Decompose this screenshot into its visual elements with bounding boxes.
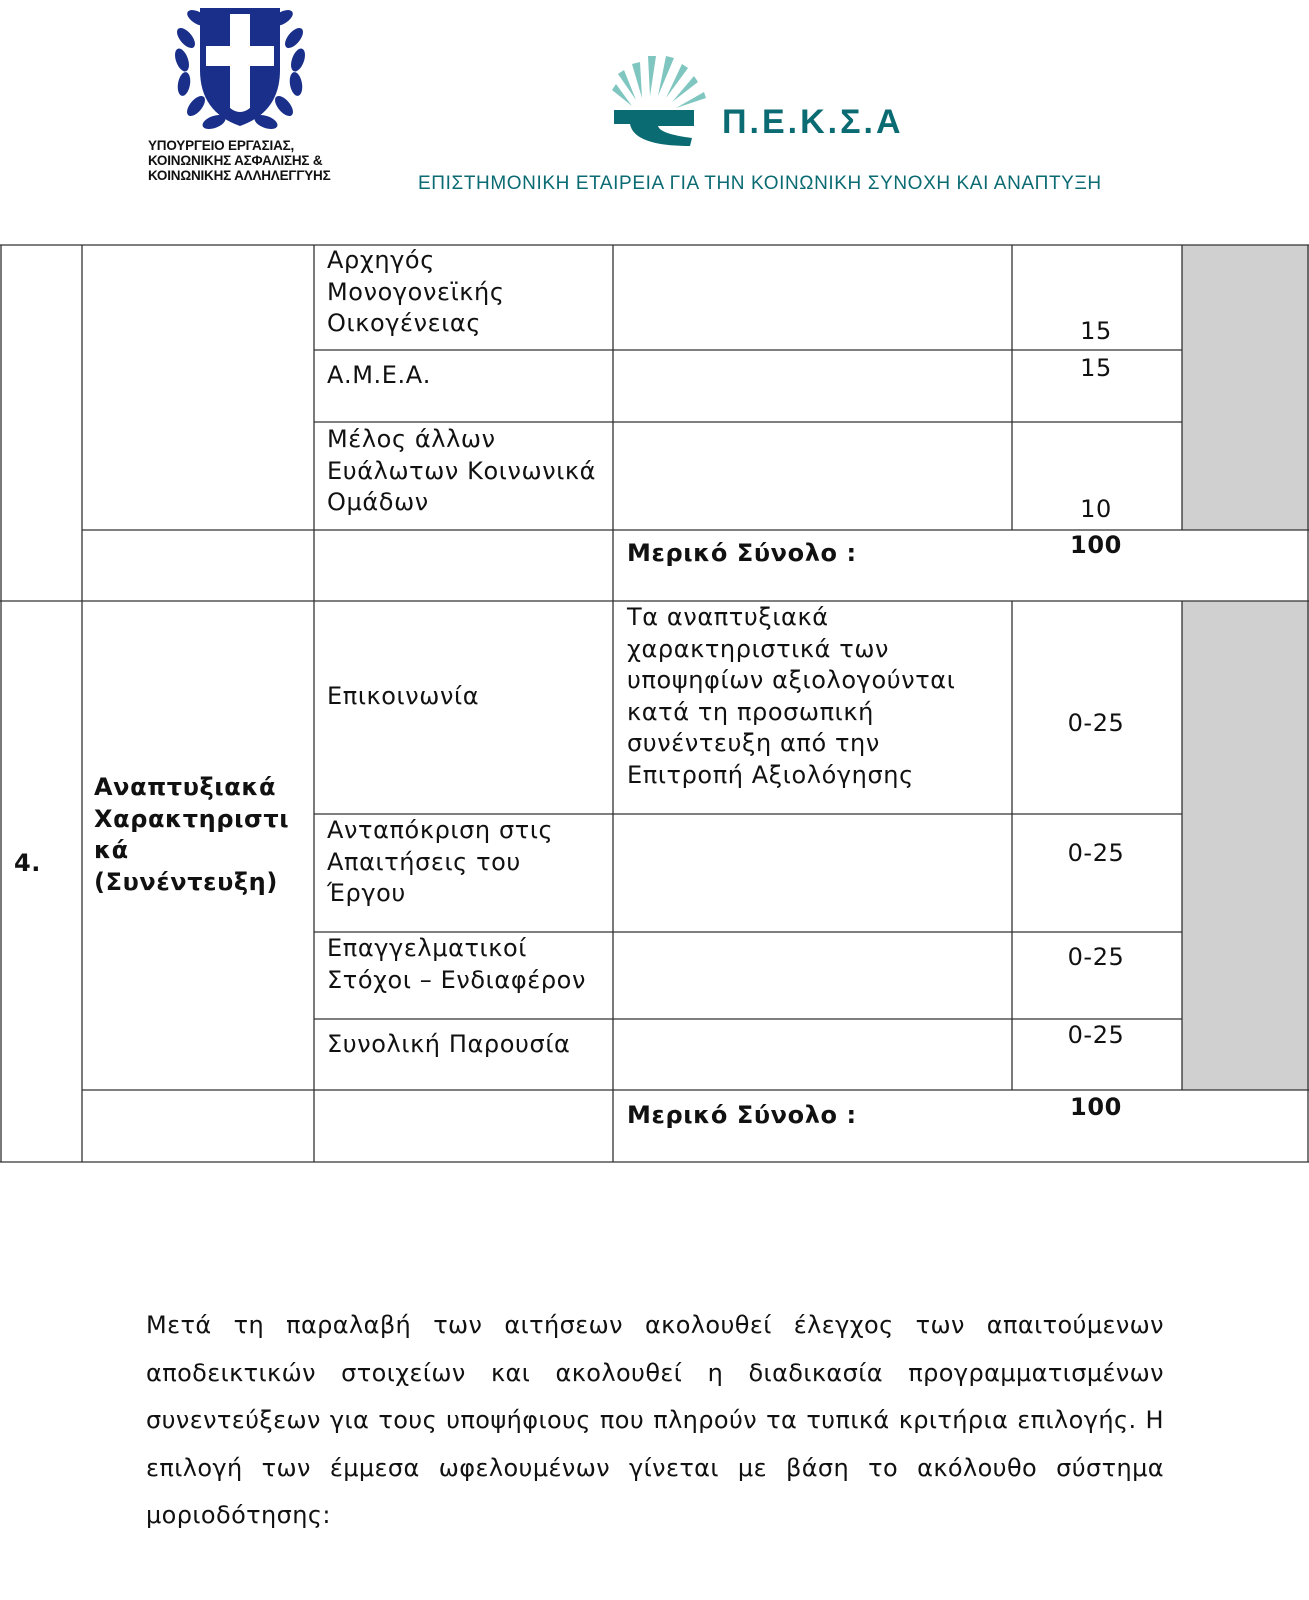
criterion-score: 0-25 bbox=[1067, 943, 1125, 971]
criterion-label: Ανταπόκριση στις Απαιτήσεις του Έργου bbox=[327, 816, 554, 907]
ministry-name: ΥΠΟΥΡΓΕΙΟ ΕΡΓΑΣΙΑΣ, ΚΟΙΝΩΝΙΚΗΣ ΑΣΦΑΛΙΣΗΣ & ΚΟΙΝΩΝΙΚΗΣ ΑΛΛΗΛΕΓΓΥΗΣ bbox=[148, 138, 331, 183]
subtotal-value: 100 bbox=[1070, 1093, 1122, 1121]
section-description: Τα αναπτυξιακά χαρακτηριστικά των υποψηφίων αξιολογούνται κατά τη προσωπική συνέντευξη από την Επιτροπή Αξιολόγησης bbox=[627, 603, 956, 789]
criterion-label: Επαγγελματικοί Στόχοι – Ενδιαφέρον bbox=[327, 934, 586, 994]
org-logo bbox=[612, 50, 712, 154]
greek-emblem-icon bbox=[170, 0, 310, 140]
shaded-column-bottom bbox=[1182, 601, 1309, 1090]
subtotal-label: Μερικό Σύνολο : bbox=[627, 1101, 857, 1129]
criterion-score: 15 bbox=[1080, 354, 1112, 382]
subtotal-value: 100 bbox=[1070, 531, 1122, 559]
criterion-score: 0-25 bbox=[1067, 839, 1125, 867]
org-name: Π.Ε.Κ.Σ.Α bbox=[722, 103, 904, 141]
criterion-score: 15 bbox=[1080, 317, 1112, 345]
criterion-score: 0-25 bbox=[1067, 709, 1125, 737]
sunrise-logo-icon bbox=[612, 50, 712, 150]
criterion-score: 10 bbox=[1080, 495, 1112, 523]
shaded-column-top bbox=[1182, 245, 1309, 530]
criterion-label: Α.Μ.Ε.Α. bbox=[327, 361, 432, 389]
criterion-label: Αρχηγός Μονογονεϊκής Οικογένειας bbox=[327, 246, 505, 337]
section-title: Αναπτυξιακά Χαρακτηριστι κά (Συνέντευξη) bbox=[94, 773, 290, 896]
section-number: 4. bbox=[14, 849, 42, 877]
org-subtitle: ΕΠΙΣΤΗΜΟΝΙΚΗ ΕΤΑΙΡΕΙΑ ΓΙΑ ΤΗΝ ΚΟΙΝΩΝΙΚΗ ΣΥΝΟΧΗ ΚΑΙ ΑΝΑΠΤΥΞΗ bbox=[418, 173, 1102, 194]
criterion-score: 0-25 bbox=[1067, 1021, 1125, 1049]
body-paragraph: Μετά τη παραλαβή των αιτήσεων ακολουθεί έλεγχος των απαιτούμενων αποδεικτικών στοιχείων και ακολουθεί η διαδικασία προγραμματισμένων συνεντεύξεων για τους υποψήφιους που πληρούν τα τυπικά κριτήρια επιλογής. Η επιλογή των έμμεσα ωφελουμένων γίνεται με βάση το ακόλουθο σύστημα μοριοδότησης: bbox=[146, 1311, 1164, 1529]
criterion-label: Συνολική Παρουσία bbox=[327, 1030, 571, 1058]
criterion-label: Μέλος άλλων Ευάλωτων Κοινωνικά Ομάδων bbox=[327, 425, 597, 516]
criterion-label: Επικοινωνία bbox=[327, 682, 480, 710]
subtotal-label: Μερικό Σύνολο : bbox=[627, 539, 857, 567]
